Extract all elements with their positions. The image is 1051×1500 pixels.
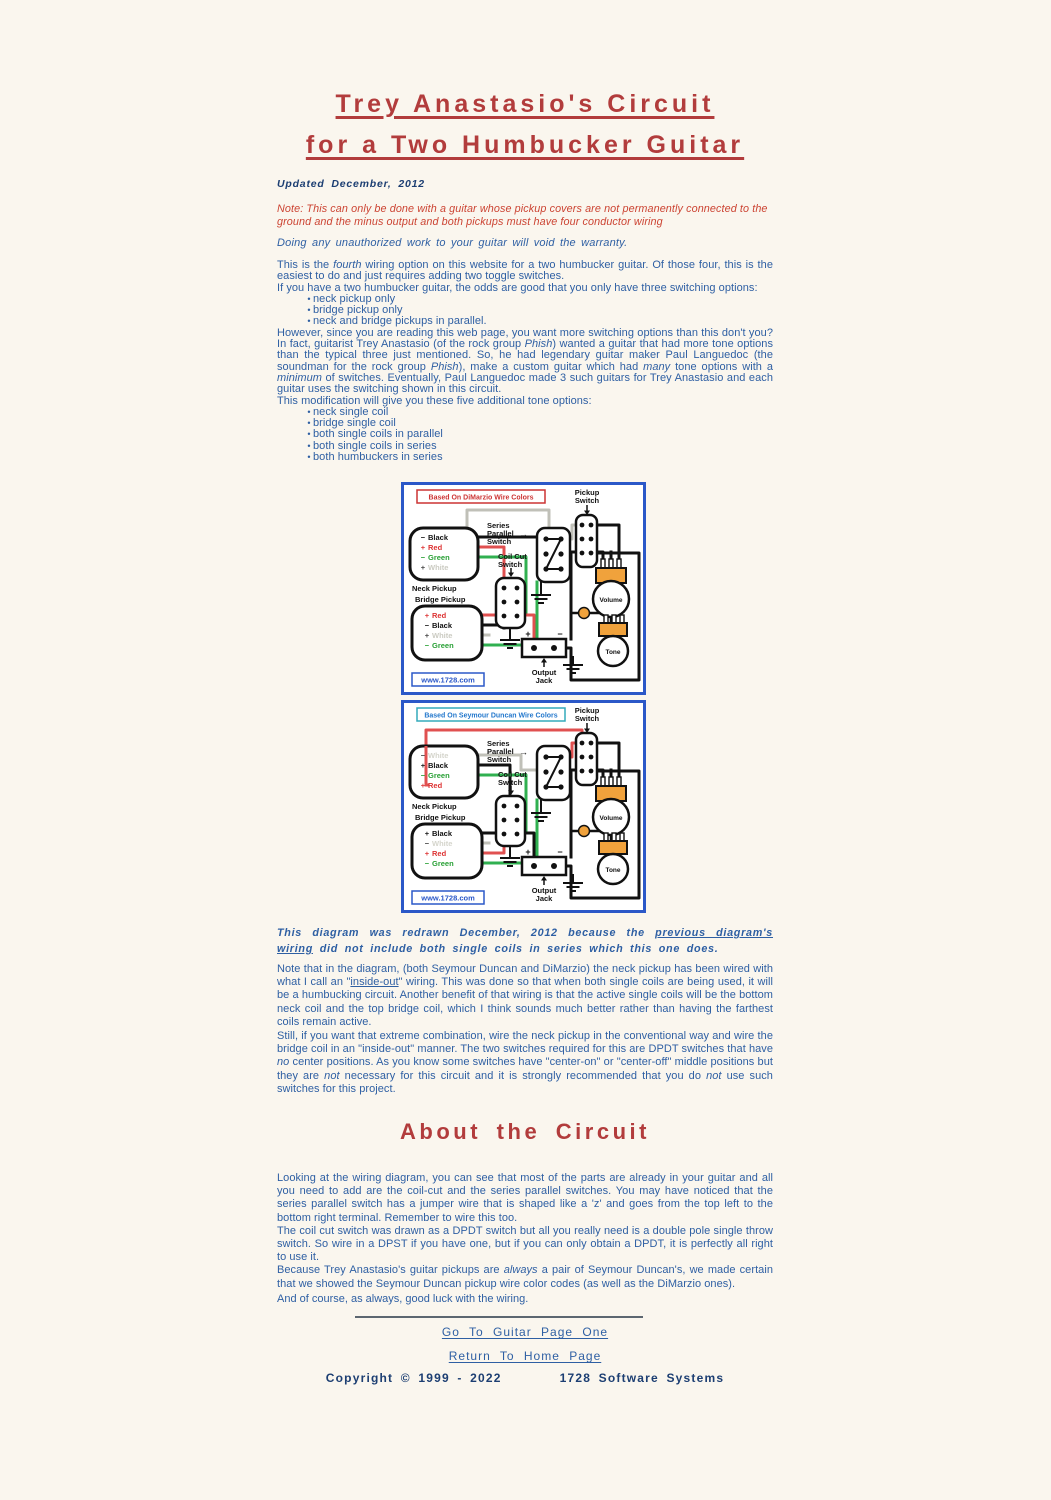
pickup-switch-label: Switch xyxy=(574,496,600,505)
pickup-switch-label: Pickup xyxy=(574,488,600,497)
svg-text:Black: Black xyxy=(432,621,453,630)
svg-text:Green: Green xyxy=(428,771,450,780)
svg-text:+: + xyxy=(420,543,426,552)
bullet-icon: • xyxy=(307,305,311,316)
bullet-icon: • xyxy=(307,452,311,463)
output-jack-label: Jack xyxy=(535,894,553,903)
list-item-label: bridge pickup only xyxy=(313,304,403,317)
diagram-title: Based On Seymour Duncan Wire Colors xyxy=(424,712,558,720)
wiring-diagram-seymour-duncan xyxy=(401,700,646,913)
coil-cut-label: Coil Cut xyxy=(498,770,527,779)
svg-text:Red: Red xyxy=(432,849,447,858)
coil-cut-label: Switch xyxy=(498,778,523,787)
output-jack-label: Output xyxy=(531,668,557,677)
intro-paragraph-3 xyxy=(277,328,773,396)
copyright-text: Copyright © 1999 - 2022 xyxy=(325,1371,502,1385)
text-run: Still, if you want that extreme combination, wire the neck pickup in the conventional way and wire the bridge coil in an "inside-out" manner. The two switches required for this are DPDT switches that have xyxy=(277,1030,773,1056)
list-item-label: neck pickup only xyxy=(313,292,396,305)
svg-text:Green: Green xyxy=(432,641,454,650)
coil-cut-switch-shape xyxy=(496,578,525,628)
text-run: Because Trey Anastasio's guitar pickups are xyxy=(277,1264,504,1277)
minus-sign: − xyxy=(557,847,563,857)
diagram-title: Based On DiMarzio Wire Colors xyxy=(428,494,534,502)
volume-label: Volume xyxy=(599,815,623,822)
wiring-diagram-dimarzio-svg xyxy=(401,482,646,695)
series-parallel-label: Series xyxy=(487,521,510,530)
bullet-icon: • xyxy=(307,406,311,417)
svg-text:−: − xyxy=(420,533,426,542)
about-heading: About the Circuit xyxy=(400,1119,650,1144)
volume-pot xyxy=(593,777,629,835)
text-run: However, since you are reading this web page, you want more switching options than this don't you? In fact, guitarist Trey Anastasio (of the rock group xyxy=(277,326,773,351)
right-arrow-icon: → xyxy=(519,747,528,757)
tone-options-list xyxy=(277,407,773,463)
list-item-label: bridge single coil xyxy=(313,417,396,430)
series-parallel-label: Series xyxy=(487,739,510,748)
bridge-pickup-label: Bridge Pickup xyxy=(415,595,466,604)
svg-text:White: White xyxy=(428,563,449,572)
text-run: This is the xyxy=(277,259,334,271)
svg-text:Red: Red xyxy=(428,543,443,552)
minus-sign: − xyxy=(557,629,563,639)
text-run-italic: always xyxy=(503,1264,538,1277)
text-run-italic: Phish xyxy=(524,338,553,351)
coil-cut-switch-shape xyxy=(496,796,525,846)
text-run-italic: fourth xyxy=(333,259,362,271)
text-run-italic: many xyxy=(643,360,671,373)
intro-paragraph-2: If you have a two humbucker guitar, the odds are good that you only have three switching options: xyxy=(277,281,758,294)
text-run: did not include both single coils in series which this one does. xyxy=(313,943,719,955)
svg-text:White: White xyxy=(432,631,453,640)
footer-link-home xyxy=(277,1349,773,1363)
about-paragraph-1: Looking at the wiring diagram, you can see that most of the parts are already in your guitar and all you need to add are the coil-cut and the series parallel switches. You may have noticed that the series parallel switch has a jumper wire that is shaped like a 'z' and goes from the top left to the bottom right terminal. Remember to wire this too. xyxy=(277,1172,773,1224)
list-item-label: both single coils in parallel xyxy=(313,428,443,441)
site-url[interactable]: www.1728.com xyxy=(421,893,475,903)
switch-advice-paragraph xyxy=(277,1030,773,1096)
tone-label: Tone xyxy=(605,649,621,656)
inside-out-paragraph xyxy=(277,963,773,1029)
volume-label: Volume xyxy=(599,597,623,604)
list-item xyxy=(277,452,773,463)
previous-diagram-link[interactable]: previous diagram's wiring xyxy=(277,927,773,955)
text-run: use such switches for this project. xyxy=(277,1069,773,1095)
text-run: tone options with a xyxy=(670,360,773,373)
about-paragraph-2: The coil cut switch was drawn as a DPDT switch but all you really need is a double pole single throw switch. So wire in a DPST if you have one, but if you can only obtain a DPDT, it is perfectly all right to use it. xyxy=(277,1224,773,1264)
bullet-icon: • xyxy=(307,440,311,451)
svg-text:White: White xyxy=(432,839,453,848)
svg-text:−: − xyxy=(420,771,426,780)
text-run-italic: not xyxy=(706,1069,722,1082)
bullet-icon: • xyxy=(307,418,311,429)
plus-sign: + xyxy=(525,847,531,857)
list-item-label: both single coils in series xyxy=(313,439,437,452)
volume-pot xyxy=(593,559,629,617)
wiring-diagram-dimarzio xyxy=(401,482,646,695)
right-arrow-icon: → xyxy=(519,529,528,539)
svg-text:+: + xyxy=(420,781,426,790)
plus-sign: + xyxy=(525,629,531,639)
svg-text:+: + xyxy=(424,631,430,640)
text-run: Note that in the diagram, (both Seymour Duncan and DiMarzio) the neck pickup has been wired with what I call an " xyxy=(277,963,773,989)
inside-out-link[interactable]: inside-out xyxy=(350,976,399,989)
tone-label: Tone xyxy=(605,867,621,874)
capacitor xyxy=(579,608,590,619)
svg-text:−: − xyxy=(424,859,430,868)
svg-text:−: − xyxy=(424,839,430,848)
about-section xyxy=(277,1172,773,1291)
svg-text:+: + xyxy=(424,849,430,858)
output-jack-label: Jack xyxy=(535,676,553,685)
bullet-icon: • xyxy=(307,429,311,440)
copyright-line xyxy=(277,1371,773,1385)
svg-text:+: + xyxy=(420,761,426,770)
bullet-icon: • xyxy=(307,293,311,304)
diagram-caption xyxy=(277,925,773,957)
updated-date: Updated December, 2012 xyxy=(277,178,425,190)
series-parallel-label: Parallel xyxy=(487,529,514,538)
svg-text:Black: Black xyxy=(428,761,449,770)
text-run: This diagram was redrawn December, 2012 because the xyxy=(277,927,656,939)
pickup-switch-shape xyxy=(576,733,597,785)
list-item-label: both humbuckers in series xyxy=(313,451,443,464)
text-run-italic: minimum xyxy=(277,371,322,384)
footer-divider xyxy=(355,1316,643,1318)
pickup-switch-shape xyxy=(576,515,597,567)
text-run: ) wanted a guitar that had more tone options than the typical three just mentioned. So, he had legendary guitar maker Paul Languedoc (the soundman for the rock group xyxy=(277,338,773,373)
intro-paragraph-1 xyxy=(277,260,773,283)
red-note: Note: This can only be done with a guitar whose pickup covers are not permanently connected to the ground and the minus output and both pickups must have four conductor wiring xyxy=(277,203,768,228)
text-run-italic: no xyxy=(277,1056,290,1069)
capacitor xyxy=(579,826,590,837)
page-title-line1: Trey Anastasio's Circuit xyxy=(335,90,715,118)
pickup-switch-label: Switch xyxy=(574,714,600,723)
svg-text:−: − xyxy=(424,621,430,630)
intro-paragraph-4: This modification will give you these five additional tone options: xyxy=(277,394,592,407)
svg-text:Red: Red xyxy=(428,781,443,790)
svg-text:White: White xyxy=(428,751,449,760)
neck-pickup-label: Neck Pickup xyxy=(412,584,457,593)
svg-text:−: − xyxy=(424,641,430,650)
company-name: 1728 Software Systems xyxy=(559,1371,725,1385)
series-parallel-label: Parallel xyxy=(487,747,514,756)
text-run: of switches. Eventually, Paul Languedoc made 3 such guitars for Trey Anastasio and each guitar uses the switching shown in this circuit. xyxy=(277,371,773,396)
svg-text:Green: Green xyxy=(428,553,450,562)
coil-cut-label: Coil Cut xyxy=(498,552,527,561)
text-run: a pair of Seymour Duncan's, we made certain that we showed the Seymour Duncan pickup wire color codes (as well as the DiMarzio ones). xyxy=(277,1264,773,1290)
svg-text:+: + xyxy=(420,563,426,572)
text-run: necessary for this circuit and it is strongly recommended that you do xyxy=(339,1069,707,1082)
switching-options-list xyxy=(277,294,773,328)
list-item-label: neck single coil xyxy=(313,405,389,418)
about-paragraph-3 xyxy=(277,1264,773,1290)
page-title-line2: for a Two Humbucker Guitar xyxy=(305,131,745,159)
site-url[interactable]: www.1728.com xyxy=(421,675,475,685)
text-run: ), make a custom guitar which had xyxy=(458,360,644,373)
svg-text:−: − xyxy=(420,751,426,760)
text-run: " wiring. This was done so that when both single coils are being used, it will be a humbucking circuit. Another benefit of that wiring is that the active single coils will be the bottom neck coil and the top bridge coil, which I think sounds much better rather than having the farthest coils remain active. xyxy=(277,976,773,1028)
text-run-italic: not xyxy=(324,1069,340,1082)
svg-text:Red: Red xyxy=(432,611,447,620)
home-page-link[interactable]: Return To Home Page xyxy=(448,1349,602,1363)
output-jack-label: Output xyxy=(531,886,557,895)
series-parallel-label: Switch xyxy=(487,755,512,764)
page-title xyxy=(277,84,773,166)
coil-cut-label: Switch xyxy=(498,560,523,569)
svg-text:+: + xyxy=(424,829,430,838)
neck-wire-labels xyxy=(421,533,450,572)
svg-text:+: + xyxy=(424,611,430,620)
svg-text:−: − xyxy=(420,553,426,562)
intro-section xyxy=(277,260,773,463)
good-luck-line: And of course, as always, good luck with the wiring. xyxy=(277,1293,529,1305)
pickup-switch-label: Pickup xyxy=(574,706,600,715)
svg-text:Green: Green xyxy=(432,859,454,868)
text-run-italic: Phish xyxy=(430,360,459,373)
list-item-label: neck and bridge pickups in parallel. xyxy=(313,315,487,328)
text-run: wiring option on this website for a two humbucker guitar. Of those four, this is the easiest to do and just requires adding two toggle switches. xyxy=(277,259,773,283)
series-parallel-label: Switch xyxy=(487,537,512,546)
bridge-pickup-label: Bridge Pickup xyxy=(415,813,466,822)
warranty-note: Doing any unauthorized work to your guitar will void the warranty. xyxy=(277,237,628,249)
wiring-diagram-seymour-duncan-svg xyxy=(401,700,646,913)
neck-pickup-label: Neck Pickup xyxy=(412,802,457,811)
text-run: center positions. As you know some switches have "center-on" or "center-off" middle positions but they are xyxy=(277,1056,773,1082)
guitar-page-link[interactable]: Go To Guitar Page One xyxy=(441,1325,609,1339)
svg-text:Black: Black xyxy=(428,533,449,542)
svg-text:Black: Black xyxy=(432,829,453,838)
footer-link-guitar-page xyxy=(277,1325,773,1339)
bullet-icon: • xyxy=(307,316,311,327)
